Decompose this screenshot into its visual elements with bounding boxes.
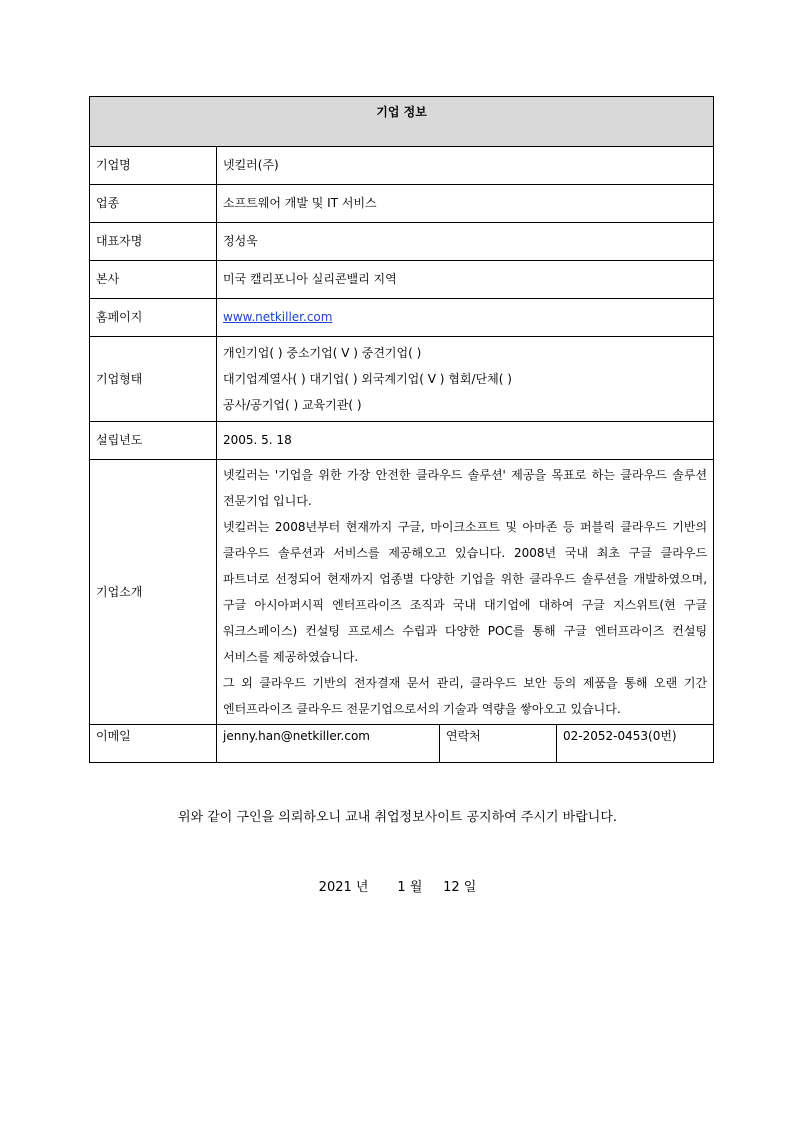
- intro-line: 파트너로 선정되어 현재까지 업종별 다양한 기업을 위한 클라우드 솔루션을 개발하였으며,: [223, 572, 708, 586]
- intro-line: 구글 아시아퍼시픽 엔터프라이즈 조직과 국내 대기업에 대하여 구글 지스위트(현 구글: [223, 598, 708, 612]
- intro-line: 전문기업 입니다.: [223, 494, 312, 508]
- table-title: 기업 정보: [90, 97, 714, 147]
- intro-label: 기업소개: [90, 460, 217, 725]
- founded-label: 설립년도: [90, 422, 217, 460]
- industry-value: 소프트웨어 개발 및 IT 서비스: [217, 185, 714, 223]
- intro-line: 그 외 클라우드 기반의 전자결재 문서 관리, 클라우드 보안 등의 제품을 통해 오랜 기간: [223, 676, 708, 690]
- intro-value: [217, 460, 714, 725]
- company-type-line: 공사/공기업( ) 교육기관( ): [223, 398, 362, 412]
- company-type-line: 개인기업( ) 중소기업( V ) 중견기업( ): [223, 346, 422, 360]
- email-label: 이메일: [90, 725, 217, 763]
- company-type-line: 대기업계열사( ) 대기업( ) 외국계기업( V ) 협회/단체( ): [223, 372, 512, 386]
- date-day-unit: 일: [463, 880, 477, 895]
- company-name-label: 기업명: [90, 147, 217, 185]
- intro-line: 넷킬러는 2008년부터 현재까지 구글, 마이크소프트 및 아마존 등 퍼블릭 클라우드 기반의: [223, 520, 708, 534]
- intro-line: 넷킬러는 '기업을 위한 가장 안전한 클라우드 솔루션' 제공을 목표로 하는 클라우드 솔루션: [223, 468, 708, 482]
- intro-line: 서비스를 제공하였습니다.: [223, 650, 359, 664]
- founded-value: 2005. 5. 18: [217, 422, 714, 460]
- contact-label: 연락처: [440, 725, 557, 763]
- homepage-label: 홈페이지: [90, 299, 217, 337]
- date-month: 1: [397, 880, 406, 895]
- homepage-cell: [217, 299, 714, 337]
- intro-line: 클라우드 솔루션과 서비스를 제공해오고 있습니다. 2008년 국내 최초 구글 클라우드: [223, 546, 708, 560]
- headquarters-value: 미국 캘리포니아 실리콘밸리 지역: [217, 261, 714, 299]
- intro-line: 워크스페이스) 컨설팅 프로세스 수립과 다양한 POC를 통해 구글 엔터프라이즈 컨설팅: [223, 624, 708, 638]
- date-month-unit: 월: [409, 880, 423, 895]
- date-line: [0, 876, 795, 895]
- industry-label: 업종: [90, 185, 217, 223]
- date-year: 2021: [318, 880, 352, 895]
- date-year-unit: 년: [355, 880, 369, 895]
- date-day: 12: [443, 880, 460, 895]
- homepage-link[interactable]: www.netkiller.com: [223, 310, 333, 325]
- ceo-label: 대표자명: [90, 223, 217, 261]
- intro-line: 엔터프라이즈 클라우드 전문기업으로서의 기술과 역량을 쌓아오고 있습니다.: [223, 702, 621, 716]
- company-type-value: [217, 337, 714, 422]
- request-text: 위와 같이 구인을 의뢰하오니 교내 취업정보사이트 공지하여 주시기 바랍니다.: [177, 810, 618, 825]
- email-value: jenny.han@netkiller.com: [217, 725, 440, 763]
- company-type-label: 기업형태: [90, 337, 217, 422]
- company-name-value: 넷킬러(주): [217, 147, 714, 185]
- contact-value: 02-2052-0453(0번): [557, 725, 714, 763]
- company-info-table: [89, 96, 714, 763]
- headquarters-label: 본사: [90, 261, 217, 299]
- ceo-value: 정성욱: [217, 223, 714, 261]
